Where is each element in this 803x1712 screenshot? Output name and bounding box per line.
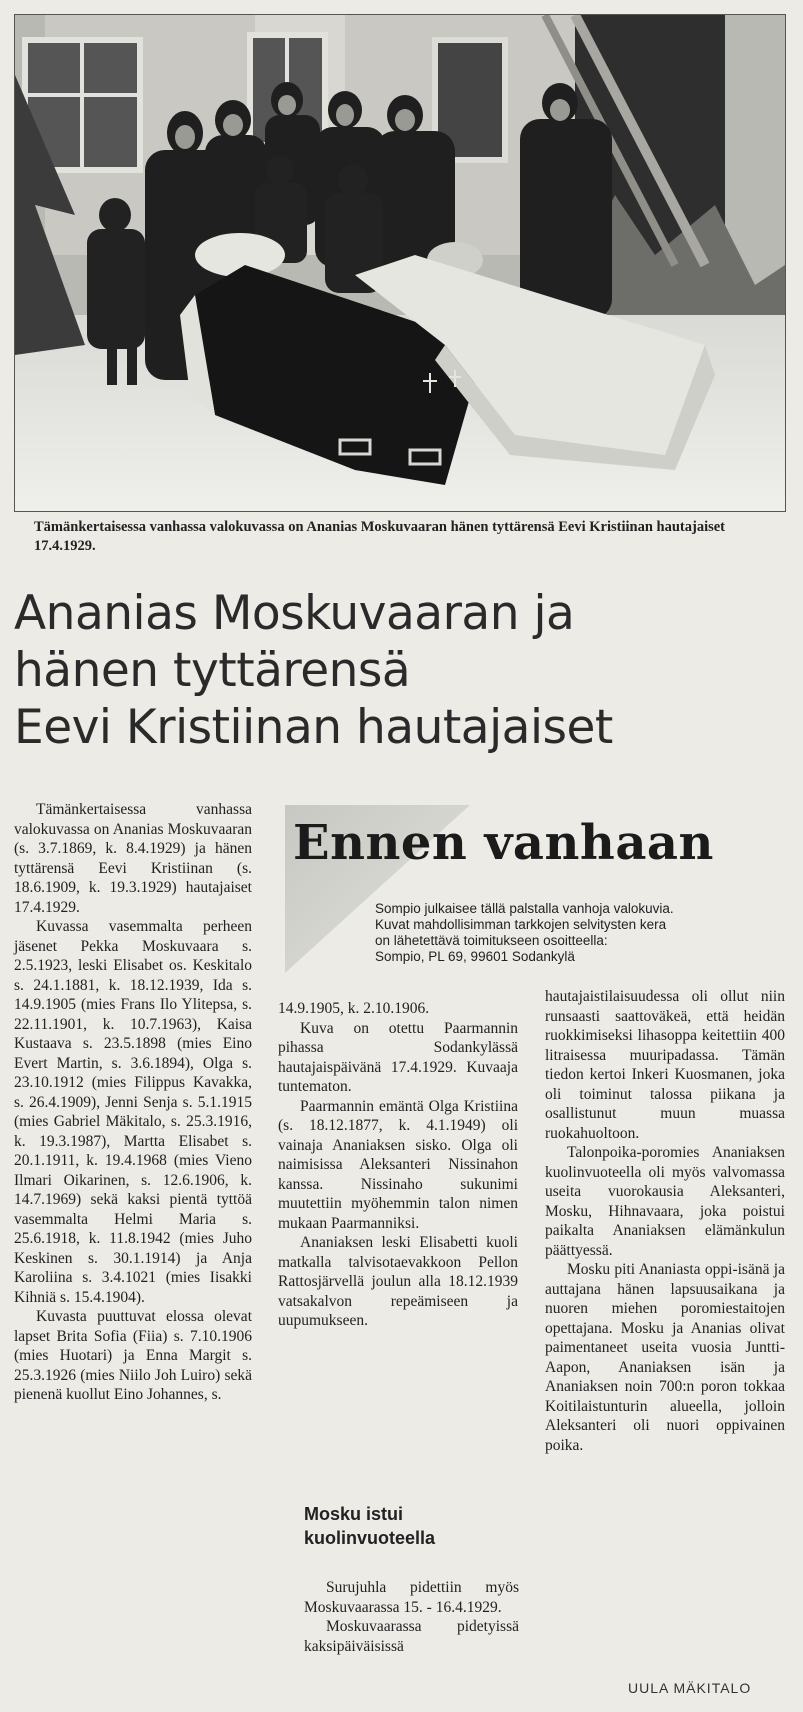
paragraph: Kuvasta puuttuvat elossa olevat lapset Brita Sofia (Fiia) s. 7.10.1906 (mies Huotari) ja Enna Margit s. 25.3.1926 (mies Niilo Joh Luiro) sekä pienenä kuollut Eino Johannes, s.	[14, 1308, 252, 1403]
paragraph: hautajaistilaisuudessa oli ollut niin runsaasti saattoväkeä, että heidän ruokkimiseksi lihasoppa keitettiin 400 litraisessa muuripadassa. Tämän tiedon kertoi Inkeri Kuosmanen, joka oli toiminut talossa piikana ja osallistunut muun muassa ruokahuoltoon.	[545, 988, 785, 1142]
section-info-line: Sompio, PL 69, 99601 Sodankylä	[375, 949, 575, 964]
paragraph: Surujuhla pidettiin myös Moskuvaarassa 15. - 16.4.1929.	[304, 1579, 519, 1616]
article-column-3	[545, 987, 785, 1455]
article-headline	[14, 585, 789, 756]
headline-line-1: Ananias Moskuvaaran ja	[14, 586, 575, 641]
paragraph: Kuvassa vasemmalta perheen jäsenet Pekka Moskuvaara s. 2.5.1923, leski Elisabet os. Keskitalo s. 24.1.1881, k. 18.12.1939, Ida s. 14.9.1905 (mies Frans Ilo Ylitepsa, s. 22.11.1901, k. 10.7.1963), Kaisa Kustaava s. 23.5.1898 (mies Eino Evert Martin, s. 3.6.1894), Olga s. 23.10.1912 (mies Filippus Kavakka, s. 26.4.1909), Jenni Senja s. 5.1.1915 (mies Gabriel Mäkitalo, s. 25.3.1916, k. 19.3.1987), Martta Elisabet s. 20.1.1911, k. 19.4.1968 (mies Vieno Ilmari Oikarinen, s. 12.6.1906, k. 14.7.1969) sekä kaksi pientä tyttöä vasemmalta Helmi Maria s. 25.6.1918, k. 11.8.1942 (mies Juho Keskinen s. 30.1.1914) ja Anja Karoliina s. 3.4.1021 (mies Iisakki Kihniä s. 15.4.1904).	[14, 918, 252, 1306]
photo-caption: Tämänkertaisessa vanhassa valokuvassa on Ananias Moskuvaaran hänen tyttärensä Eevi Kristiinan hautajaiset 17.4.1929.	[34, 519, 726, 554]
paragraph: 14.9.1905, k. 2.10.1906.	[278, 1000, 430, 1017]
paragraph: Tämänkertaisessa vanhassa valokuvassa on Ananias Moskuvaaran (s. 3.7.1869, k. 8.4.1929) ja hänen tyttärensä Eevi Kristiinan (s. 18.6.1909, k. 19.3.1929) hautajaiset 17.4.1929.	[14, 801, 252, 916]
headline-line-2: hänen tyttärensä	[14, 643, 411, 698]
author-byline: UULA MÄKITALO	[628, 1680, 752, 1696]
paragraph: Paarmannin emäntä Olga Kristiina (s. 18.12.1877, k. 4.1.1949) oli vainaja Ananiaksen sisko. Olga oli naimisissa Aleksanteri Nissinahon kanssa. Nissinaho sukunimi muutettiin myöhemmin talon nimen mukaan Paarmanniksi.	[278, 1097, 518, 1232]
section-info-line: Sompio julkaisee tällä palstalla vanhoja valokuvia.	[375, 901, 674, 916]
article-subheading: Mosku istui kuolinvuoteella	[304, 1504, 436, 1548]
paragraph: Kuva on otettu Paarmannin pihassa Sodankylässä hautajaispäivänä 17.4.1929. Kuvaaja tuntematon.	[278, 1019, 518, 1095]
article-column-1	[14, 800, 252, 1405]
paragraph: Moskuvaarassa pidetyissä kaksipäiväisissä	[304, 1618, 519, 1655]
section-info-line: Kuvat mahdollisimman tarkkojen selvitysten kera	[375, 917, 667, 932]
article-column-2	[278, 999, 518, 1331]
section-info-line: on lähetettävä toimitukseen osoitteella:	[375, 933, 608, 948]
column-section-box	[285, 805, 785, 973]
funeral-photograph	[14, 14, 786, 512]
paragraph: Ananiaksen leski Elisabetti kuoli matkalla talvisotaevakkoon Pellon Rattosjärvellä joulun alla 18.12.1939 vatsakalvon repeämiseen ja uupumukseen.	[278, 1234, 518, 1329]
headline-line-3: Eevi Kristiinan hautajaiset	[14, 700, 613, 755]
paragraph: Talonpoika-poromies Ananiaksen kuolinvuoteella oli myös valvomassa useita vuorokausia Aleksanteri, Mosku, Hihnavaara, joka poistui paikalta Ananiaksen elämänkulun päättyessä.	[545, 1144, 785, 1259]
section-info	[375, 901, 785, 965]
article-column-2-continued	[304, 1578, 519, 1656]
paragraph: Mosku piti Ananiasta oppi-isänä ja auttajana hänen lapsuusaikana ja nuoren miehen poromiestaitojen opettajana. Mosku ja Ananias olivat paimentaneet useita vuosia Juntti-Aapon, Ananiaksen isän ja Ananiaksen noin 700:n poron tokkaa Koitilaistunturin alueella, jolloin Aleksanteri oli nuori oppivainen poika.	[545, 1261, 785, 1454]
section-title: Ennen vanhaan	[293, 815, 714, 871]
